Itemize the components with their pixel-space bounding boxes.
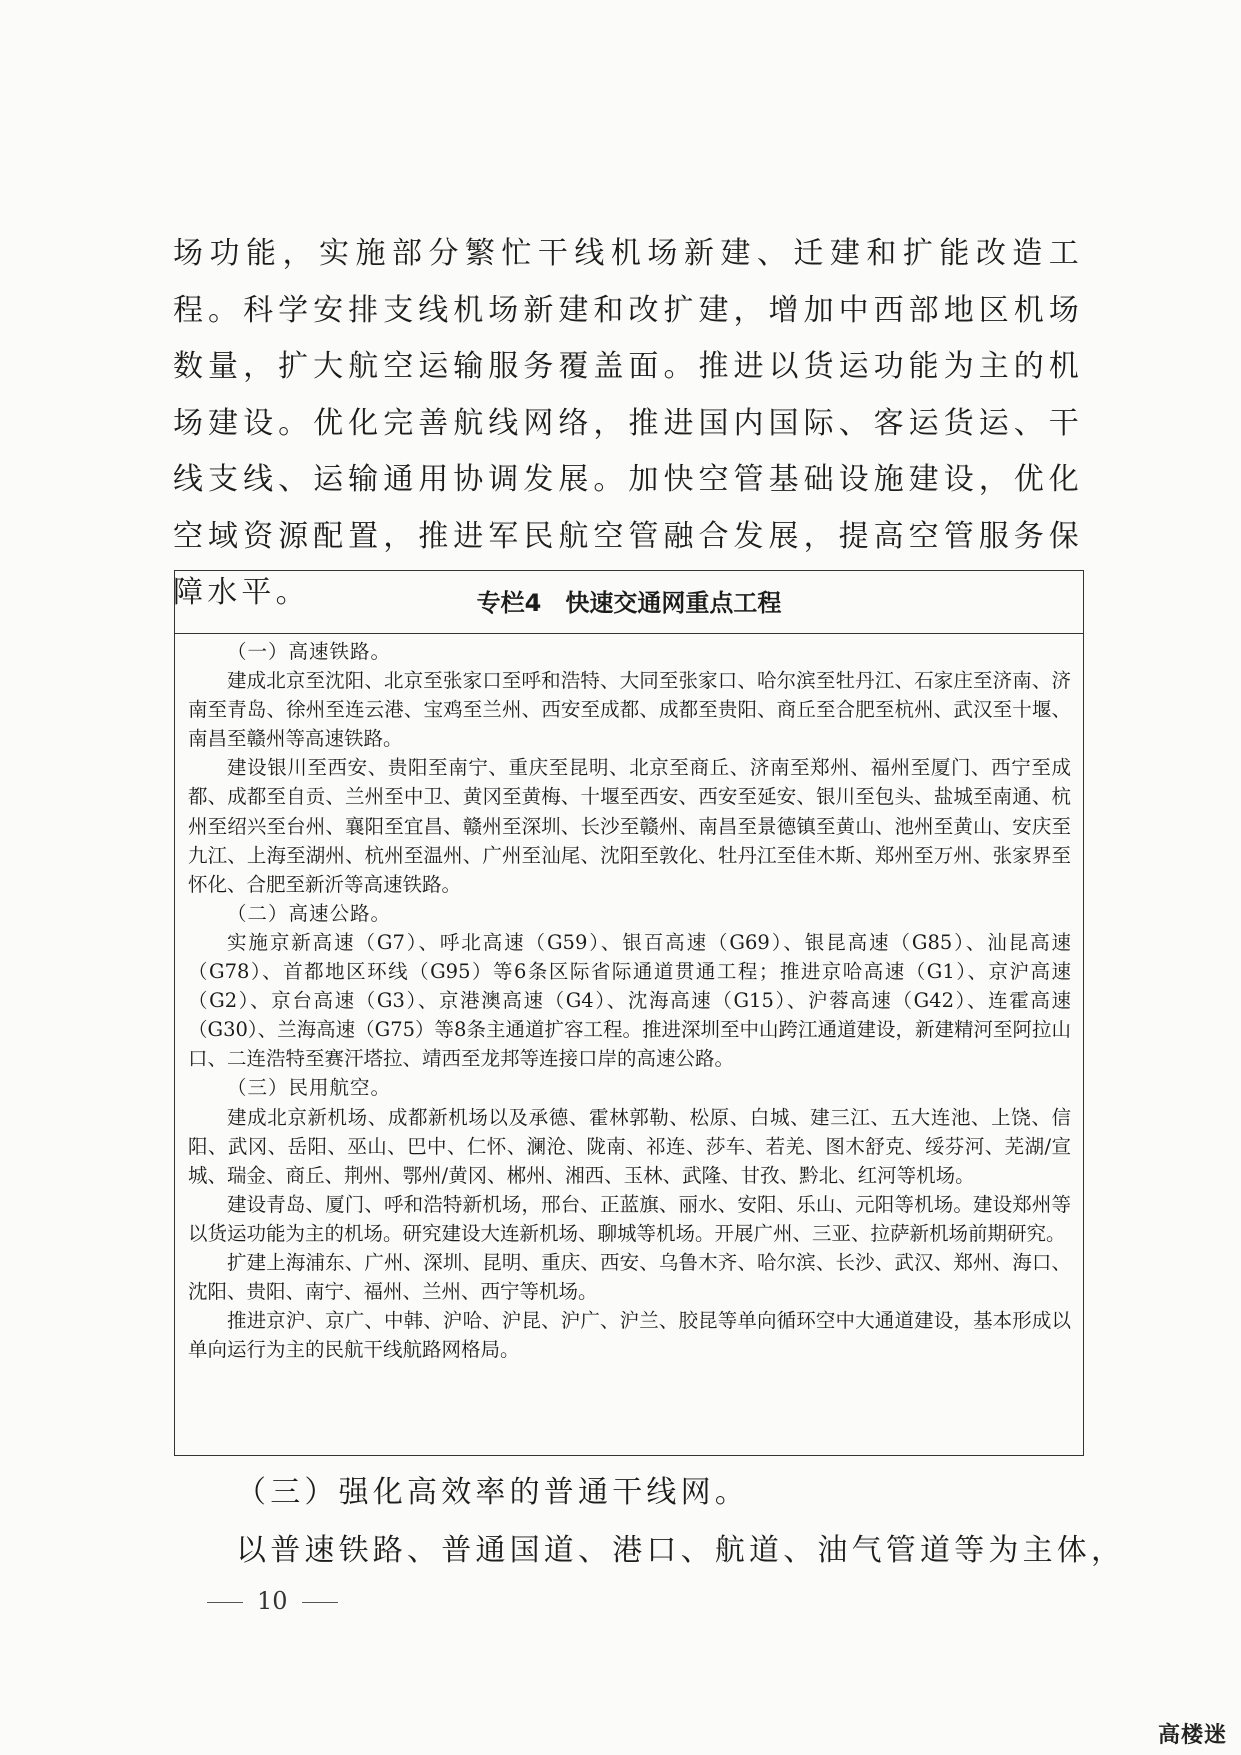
page-number-dash-right [302,1602,338,1603]
section-heading: （三）强化高效率的普通干线网。 [236,1475,749,1510]
box-paragraph: （一）高速铁路。 [227,640,392,663]
section-paragraph: 以普速铁路、普通国道、港口、航道、油气管道等为主体， [236,1533,1126,1568]
box-title-text: 快速交通网重点工程 [565,589,782,617]
box-title [175,581,1083,625]
page-number-dash-left [207,1602,243,1603]
box-paragraph: （二）高速公路。 [227,901,392,925]
box-paragraph: 扩建上海浦东、广州、深圳、昆明、重庆、西安、乌鲁木齐、哈尔滨、长沙、武汉、郑州、海口、沈阳、贵阳、南宁、福州、兰州、西宁等机场。 [188,1250,1071,1304]
box-paragraph: 建设青岛、厦门、呼和浩特新机场，邢台、正蓝旗、丽水、安阳、乐山、元阳等机场。建设郑州等以货运功能为主的机场。研究建设大连新机场、聊城等机场。开展广州、三亚、拉萨新机场前期研究。 [188,1192,1071,1245]
box-paragraph: 实施京新高速（G7）、呼北高速（G59）、银百高速（G69）、银昆高速（G85）、汕昆高速（G78）、首都地区环线（G95）等6条区际省际通道贯通工程；推进京哈高速（G1）、京沪高速（G2）、京台高速（G3）、京港澳高速（G4）、沈海高速（G15）、沪蓉高速（G42）、连霍高速（G30）、兰海高速（G75）等8条主通道扩容工程。推进深圳至中山跨江通道建设，新建精河至阿拉山口、二连浩特至赛汗塔拉、靖西至龙邦等连接口岸的高速公路。 [188,930,1071,1071]
intro-paragraph: 场功能，实施部分繁忙干线机场新建、迁建和扩能改造工程。科学安排支线机场新建和改扩建，增加中西部地区机场数量，扩大航空运输服务覆盖面。推进以货运功能为主的机场建设。优化完善航线网络，推进国内国际、客运货运、干线支线、运输通用协调发展。加快空管基础设施建设，优化空域资源配置，推进军民航空管融合发展，提高空管服务保障水平。 [173,236,1083,610]
box-paragraph: 推进京沪、京广、中韩、沪哈、沪昆、沪广、沪兰、胶昆等单向循环空中大通道建设，基本形成以单向运行为主的民航干线航路网格局。 [188,1309,1071,1362]
page-number [193,1583,352,1619]
box-paragraph: 建成北京新机场、成都新机场以及承德、霍林郭勒、松原、白城、建三江、五大连池、上饶、信阳、武冈、岳阳、巫山、巴中、仁怀、澜沧、陇南、祁连、莎车、若羌、图木舒克、绥芬河、芜湖/宣城、瑞金、商丘、荆州、鄂州/黄冈、郴州、湘西、玉林、武隆、甘孜、黔北、红河等机场。 [188,1105,1071,1187]
box-paragraph: 建设银川至西安、贵阳至南宁、重庆至昆明、北京至商丘、济南至郑州、福州至厦门、西宁至成都、成都至自贡、兰州至中卫、黄冈至黄梅、十堰至西安、西安至延安、银川至包头、盐城至南通、杭州至绍兴至台州、襄阳至宜昌、赣州至深圳、长沙至赣州、南昌至景德镇至黄山、池州至黄山、安庆至九江、上海至湖州、杭州至温州、广州至汕尾、沈阳至敦化、牡丹江至佳木斯、郑州至万州、张家界至怀化、合肥至新沂等高速铁路。 [188,756,1071,896]
box-paragraph: （三）民用航空。 [227,1076,392,1100]
box-title-label: 专栏4 [476,589,542,617]
box-title-divider [175,633,1083,634]
box-body [188,637,1071,1364]
feature-box [174,570,1084,1456]
box-paragraph: 建成北京至沈阳、北京至张家口至呼和浩特、大同至张家口、哈尔滨至牡丹江、石家庄至济南、济南至青岛、徐州至连云港、宝鸡至兰州、西安至成都、成都至贵阳、商丘至合肥至杭州、武汉至十堰、南昌至赣州等高速铁路。 [188,669,1071,751]
page-number-value: 10 [257,1587,288,1615]
watermark-logo: 高楼迷 [1158,1723,1228,1748]
